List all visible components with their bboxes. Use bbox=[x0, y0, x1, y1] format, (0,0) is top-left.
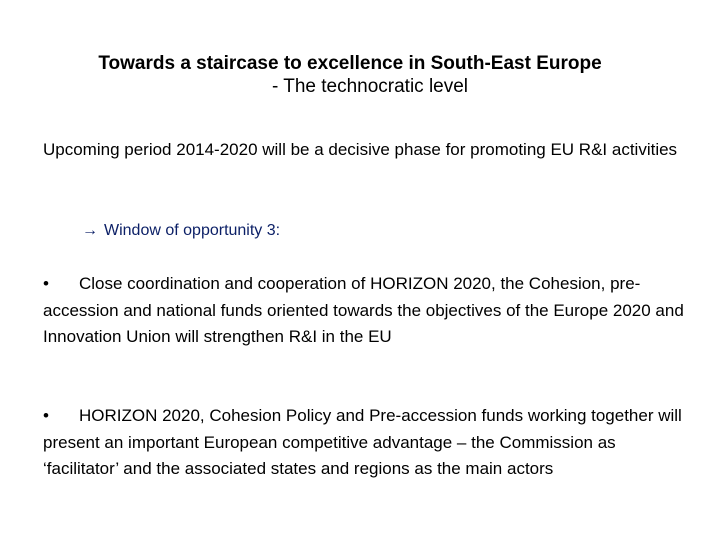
bullet-icon: • bbox=[43, 274, 49, 293]
bullet-item bbox=[43, 403, 693, 483]
bullet-icon: • bbox=[43, 406, 49, 425]
bullet-text: Close coordination and cooperation of HORIZON 2020, the Cohesion, pre-accession and national funds oriented towards the objectives of the Europe 2020 and Innovation Union will strengthen R&I in the EU bbox=[43, 274, 684, 346]
slide-subtitle: - The technocratic level bbox=[271, 76, 469, 97]
bullet-item bbox=[43, 271, 693, 351]
bullet-text: HORIZON 2020, Cohesion Policy and Pre-accession funds working together will present an important European competitive advantage – the Commission as ‘facilitator’ and the associated states and regions as the main actors bbox=[43, 406, 682, 478]
slide-title: Towards a staircase to excellence in South-East Europe bbox=[98, 53, 602, 74]
window-of-opportunity bbox=[82, 220, 280, 242]
title-block bbox=[0, 52, 720, 98]
arrow-right-icon: → bbox=[82, 222, 98, 239]
intro-paragraph: Upcoming period 2014-2020 will be a decisive phase for promoting EU R&I activities bbox=[43, 140, 678, 159]
window-label: Window of opportunity 3: bbox=[104, 222, 281, 239]
